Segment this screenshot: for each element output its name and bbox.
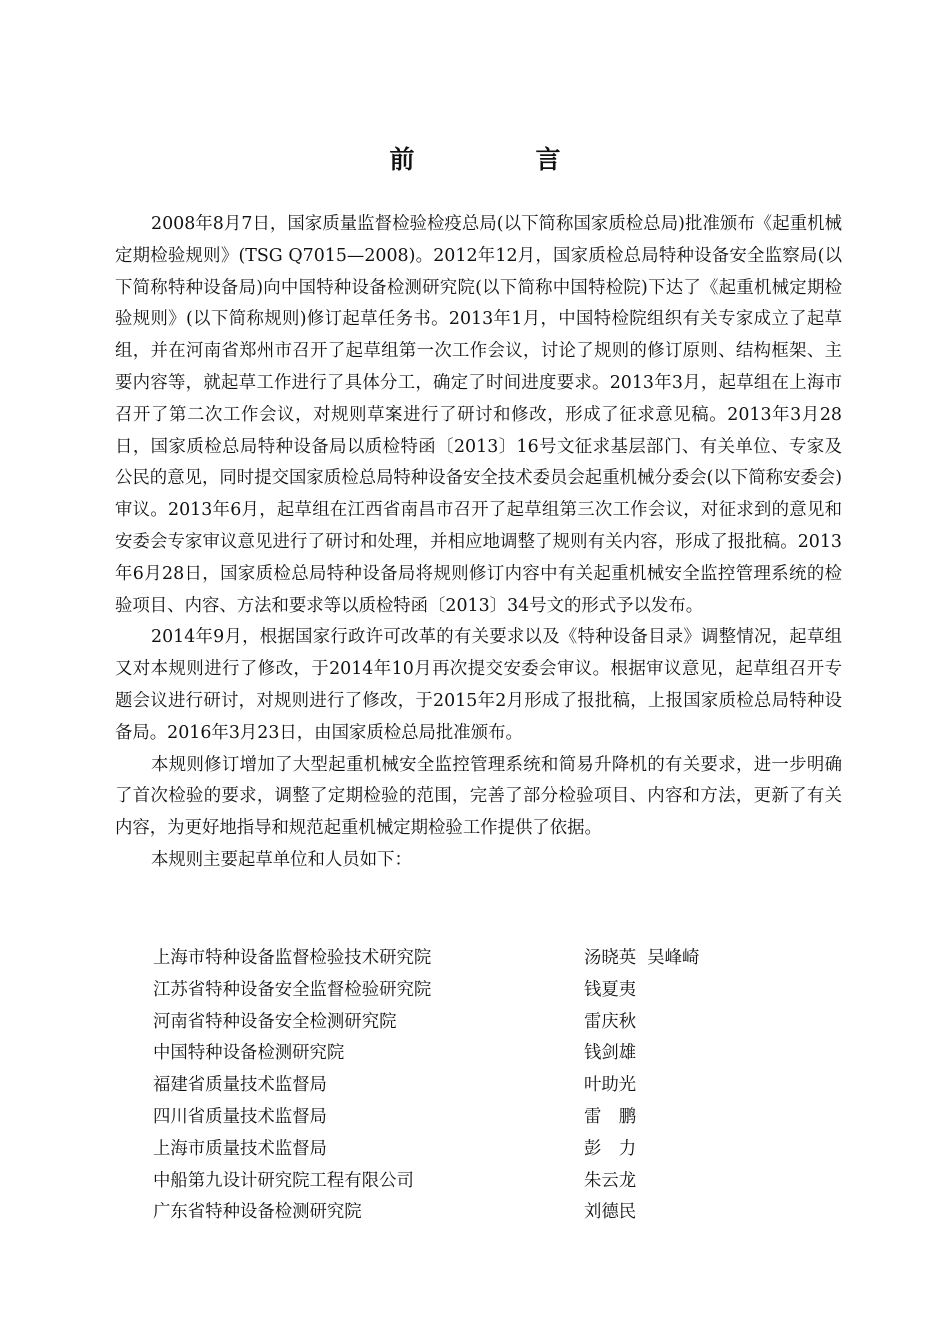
- drafter-names: 钱夏夷: [584, 979, 637, 1000]
- paragraph-changes: 本规则修订增加了大型起重机械安全监控管理系统和简易升降机的有关要求，进一步明确了首次检验的要求，调整了定期检验的范围，完善了部分检验项目、内容和方法，更新了有关内容，为更好地指导和规范起重机械定期检验工作提供了依据。: [115, 754, 842, 839]
- paragraph-drafters-intro: 本规则主要起草单位和人员如下：: [151, 849, 412, 870]
- drafter-names: 钱剑雄: [584, 1043, 637, 1064]
- drafter-org: 江苏省特种设备安全监督检验研究院: [153, 979, 432, 1000]
- drafter-names: 雷 鹏: [584, 1106, 637, 1127]
- drafter-row: [153, 1102, 793, 1134]
- drafter-names: 叶助光: [584, 1075, 637, 1096]
- drafter-org: 中国特种设备检测研究院: [153, 1043, 345, 1064]
- drafter-row: [153, 1007, 793, 1039]
- drafter-names: 汤晓英 吴峰崎: [584, 948, 700, 968]
- drafter-org: 上海市特种设备监督检验技术研究院: [153, 948, 432, 968]
- drafter-names: 彭 力: [584, 1138, 637, 1159]
- drafter-org: 上海市质量技术监督局: [153, 1138, 327, 1159]
- drafter-names: 雷庆秋: [584, 1011, 637, 1032]
- drafter-row: [153, 1038, 793, 1070]
- drafter-names: 刘德民: [584, 1202, 637, 1223]
- drafter-row: [153, 1134, 793, 1166]
- drafter-org: 中船第九设计研究院工程有限公司: [153, 1170, 414, 1191]
- drafters-list: [153, 943, 793, 1229]
- drafter-row: [153, 1166, 793, 1198]
- preface-body: [115, 209, 842, 877]
- drafter-row: [153, 943, 793, 975]
- drafter-org: 广东省特种设备检测研究院: [153, 1202, 362, 1223]
- page-title: 前 言: [389, 145, 609, 174]
- drafter-names: 朱云龙: [584, 1170, 637, 1191]
- drafter-org: 四川省质量技术监督局: [153, 1106, 327, 1127]
- drafter-row: [153, 1197, 793, 1229]
- drafter-row: [153, 975, 793, 1007]
- drafter-org: 福建省质量技术监督局: [153, 1075, 327, 1096]
- paragraph-revision-2014: 2014年9月，根据国家行政许可改革的有关要求以及《特种设备目录》调整情况，起草组又对本规则进行了修改，于2014年10月再次提交安委会审议。根据审议意见，起草组召开专题会议进行研讨，对规则进行了修改，于2015年2月形成了报批稿，上报国家质检总局特种设备局。2016年3月23日，由国家质检总局批准颁布。: [115, 627, 842, 743]
- paragraph-history: 2008年8月7日，国家质量监督检验检疫总局(以下简称国家质检总局)批准颁布《起重机械定期检验规则》(TSG Q7015—2008)。2012年12月，国家质检总局特种设备安全监察局(以下简称特种设备局)向中国特种设备检测研究院(以下简称中国特检院)下达了《起重机械定期检验规则》(以下简称规则)修订起草任务书。2013年1月，中国特检院组织有关专家成立了起草组，并在河南省郑州市召开了起草组第一次工作会议，讨论了规则的修订原则、结构框架、主要内容等，就起草工作进行了具体分工，确定了时间进度要求。2013年3月，起草组在上海市召开了第二次工作会议，对规则草案进行了研讨和修改，形成了征求意见稿。2013年3月28日，国家质检总局特种设备局以质检特函〔2013〕16号文征求基层部门、有关单位、专家及公民的意见，同时提交国家质检总局特种设备安全技术委员会起重机械分委会(以下简称安委会)审议。2013年6月，起草组在江西省南昌市召开了起草组第三次工作会议，对征求到的意见和安委会专家审议意见进行了研讨和处理，并相应地调整了规则有关内容，形成了报批稿。2013年6月28日，国家质检总局特种设备局将规则修订内容中有关起重机械安全监控管理系统的检验项目、内容、方法和要求等以质检特函〔2013〕34号文的形式予以发布。: [115, 214, 842, 616]
- drafter-row: [153, 1070, 793, 1102]
- drafter-org: 河南省特种设备安全检测研究院: [153, 1011, 397, 1032]
